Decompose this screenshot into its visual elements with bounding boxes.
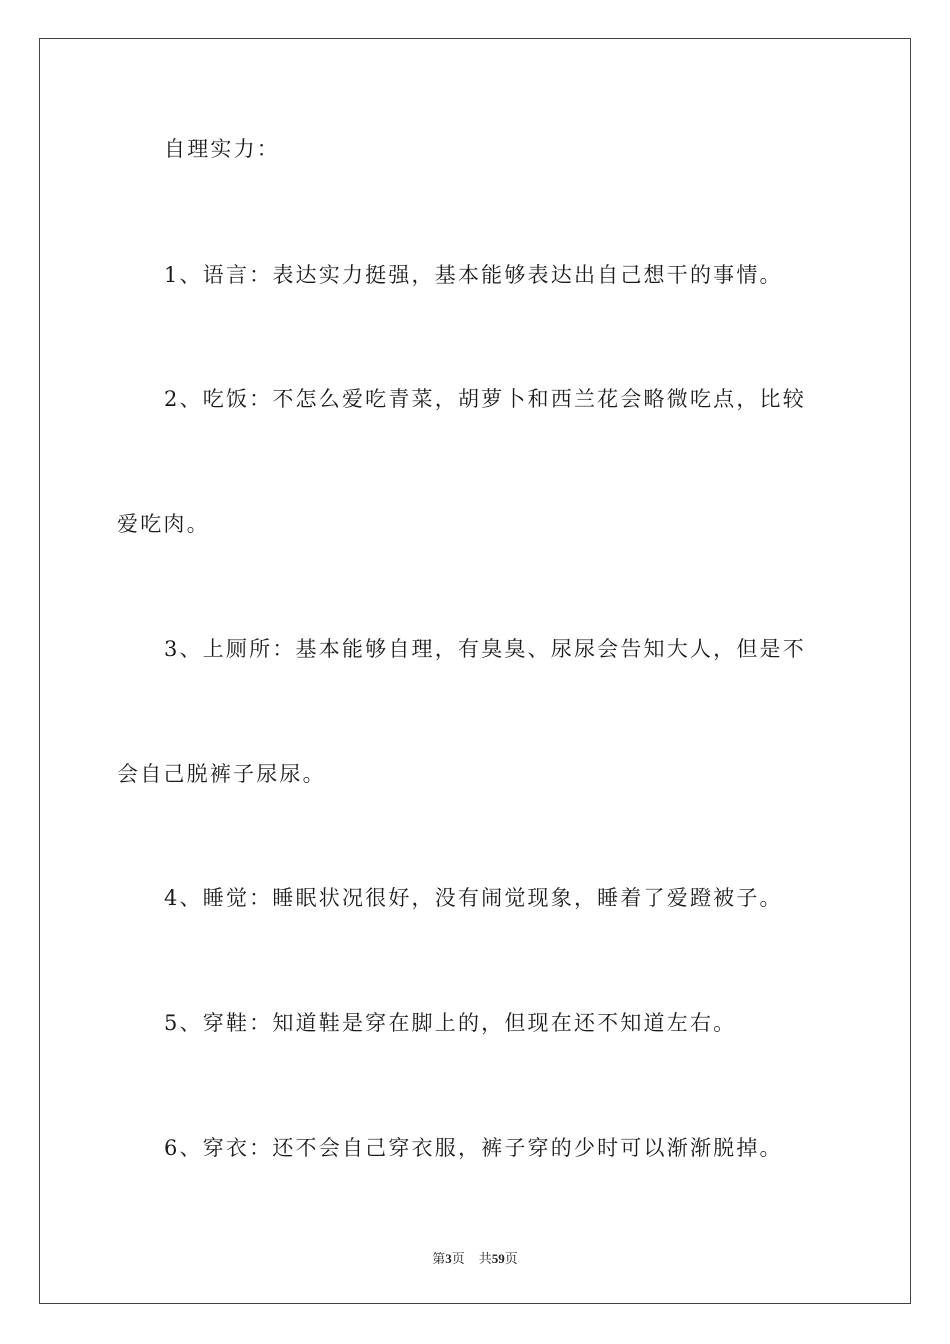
footer-page-prefix: 第 — [432, 1252, 446, 1267]
paragraph-line: 3、上厕所：基本能够自理，有臭臭、尿尿会告知大人，但是不 — [164, 637, 806, 661]
paragraph-line: 1、语言：表达实力挺强，基本能够表达出自己想干的事情。 — [164, 263, 783, 287]
footer-total-prefix: 共 — [478, 1252, 492, 1267]
footer-page-number: 3 — [445, 1251, 452, 1266]
paragraph-line: 5、穿鞋：知道鞋是穿在脚上的，但现在还不知道左右。 — [164, 1011, 737, 1035]
paragraph-line: 2、吃饭：不怎么爱吃青菜，胡萝卜和西兰花会略微吃点，比较 — [164, 387, 806, 411]
footer-total-suffix: 页 — [504, 1252, 518, 1267]
paragraph-line: 爱吃肉。 — [117, 512, 210, 536]
section-heading: 自理实力： — [164, 137, 280, 161]
paragraph-line: 会自己脱裤子尿尿。 — [117, 762, 326, 786]
footer-page-suffix: 页 — [451, 1252, 465, 1267]
footer-total-pages: 59 — [491, 1251, 505, 1266]
page-footer — [0, 1248, 950, 1267]
page-border — [39, 38, 911, 1304]
paragraph-line: 6、穿衣：还不会自己穿衣服，裤子穿的少时可以渐渐脱掉。 — [164, 1136, 783, 1160]
paragraph-line: 4、睡觉：睡眠状况很好，没有闹觉现象，睡着了爱蹬被子。 — [164, 886, 783, 910]
